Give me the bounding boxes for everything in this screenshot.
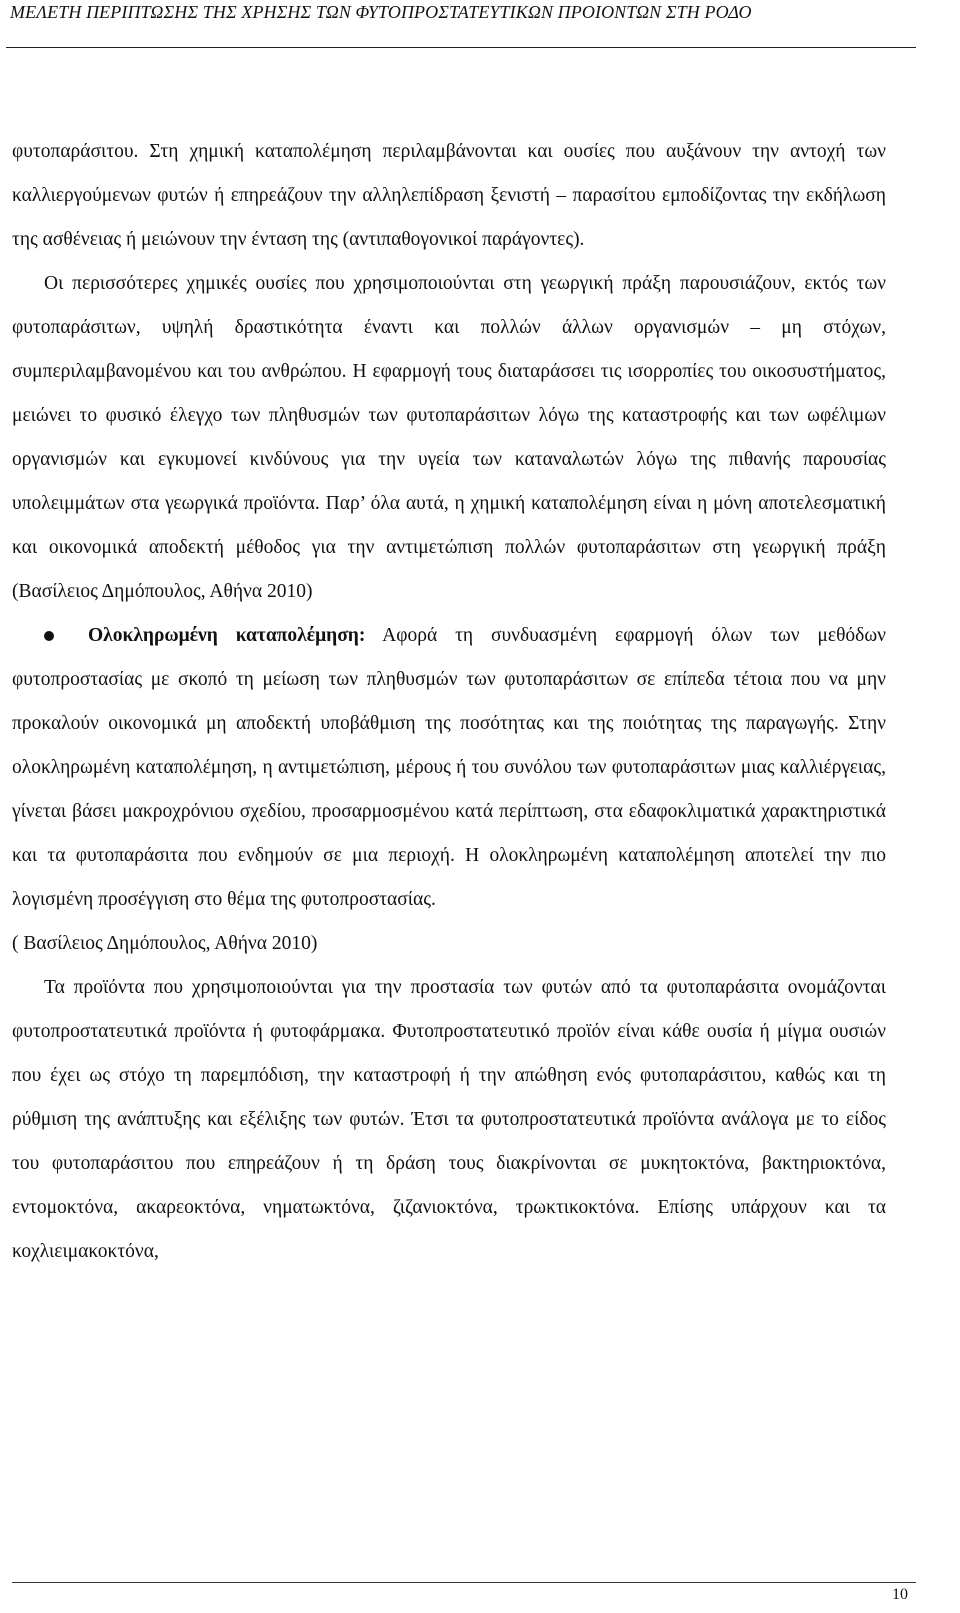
main-body xyxy=(12,130,886,1274)
footer-divider xyxy=(12,1582,916,1583)
page-number: 10 xyxy=(892,1586,908,1603)
header-divider xyxy=(6,47,916,48)
paragraph-plant-protection-products: Τα προϊόντα που χρησιμοποιούνται για την προστασία των φυτών από τα φυτοπαράσιτα ονομάζονται φυτοπροστατευτικά προϊόντα ή φυτοφάρμακα. Φυτοπροστατευτικό προϊόν είναι κάθε ουσία ή μίγμα ουσιών που έχει ως στόχο τη παρεμπόδιση, την καταστροφή ή την απώθηση ενός φυτοπαράσιτου, καθώς και τη ρύθμιση της ανάπτυξης και εξέλιξης των φυτών. Έτσι τα φυτοπροστατευτικά προϊόντα ανάλογα με το είδος του φυτοπαράσιτου που επηρεάζουν ή τη δράση τους διακρίνονται σε μυκητοκτόνα, βακτηριοκτόνα, εντομοκτόνα, ακαρεοκτόνα, νηματωκτόνα, ζιζανιοκτόνα, τρωκτικοκτόνα. Επίσης υπάρχουν και τα κοχλιειμακοκτόνα, xyxy=(12,977,886,1262)
running-header: ΜΕΛΕΤΗ ΠΕΡΙΠΤΩΣΗΣ ΤΗΣ ΧΡΗΣΗΣ ΤΩΝ ΦΥΤΟΠΡΟΣΤΑΤΕΥΤΙΚΩΝ ΠΡΟΙΟΝΤΩΝ ΣΤΗ ΡΟΔΟ xyxy=(10,2,752,22)
bullet-integrated-control xyxy=(12,614,886,922)
paragraph-chemical-effects: Οι περισσότερες χημικές ουσίες που χρησιμοποιούνται στη γεωργική πράξη παρουσιάζουν, εκτός των φυτοπαράσιτων, υψηλή δραστικότητα έναντι και πολλών άλλων οργανισμών – μη στόχων, συμπεριλαμβανομένου και του ανθρώπου. Η εφαρμογή τους διαταράσσει τις ισορροπίες του οικοσυστήματος, μειώνει το φυσικό έλεγχο των πληθυσμών των φυτοπαράσιτων λόγω της καταστροφής και των ωφέλιμων οργανισμών και εγκυμονεί κινδύνους για την υγεία των καταναλωτών λόγω της πιθανής παρουσίας υπολειμμάτων στα γεωργικά προϊόντα. Παρ’ όλα αυτά, η χημική καταπολέμηση είναι η μόνη αποτελεσματική και οικονομικά αποδεκτή μέθοδος για την αντιμετώπιση πολλών φυτοπαράσιτων στη γεωργική πράξη (Βασίλειος Δημόπουλος, Αθήνα 2010) xyxy=(12,273,886,602)
bullet-paragraph xyxy=(12,614,886,922)
paragraph-chemical-control: φυτοπαράσιτου. Στη χημική καταπολέμηση περιλαμβάνονται και ουσίες που αυξάνουν την αντοχή των καλλιεργούμενων φυτών ή επηρεάζουν την αλληλεπίδραση ξενιστή – παρασίτου εμποδίζοντας την εκδήλωση της ασθένειας ή μειώνουν την ένταση της (αντιπαθογονικοί παράγοντες). xyxy=(12,141,886,250)
citation: ( Βασίλειος Δημόπουλος, Αθήνα 2010) xyxy=(12,933,318,954)
bullet-title: Ολοκληρωμένη καταπολέμηση: xyxy=(88,625,366,646)
bullet-text: Αφορά τη συνδυασμένη εφαρμογή όλων των μεθόδων φυτοπροστασίας με σκοπό τη μείωση των πληθυσμών των φυτοπαράσιτων σε επίπεδα τέτοια που να μην προκαλούν οικονομικά μη αποδεκτή υποβάθμιση της ποσότητας και της ποιότητας της παραγωγής. Στην ολοκληρωμένη καταπολέμηση, η αντιμετώπιση, μέρους ή του συνόλου των φυτοπαράσιτων μιας καλλιέργειας, γίνεται βάσει μακροχρόνιου σχεδίου, προσαρμοσμένου κατά περίπτωση, στα εδαφοκλιματικά χαρακτηριστικά και τα φυτοπαράσιτα που ενδημούν σε μια περιοχή. Η ολοκληρωμένη καταπολέμηση αποτελεί την πιο λογισμένη προσέγγιση στο θέμα της φυτοπροστασίας. xyxy=(12,625,886,910)
